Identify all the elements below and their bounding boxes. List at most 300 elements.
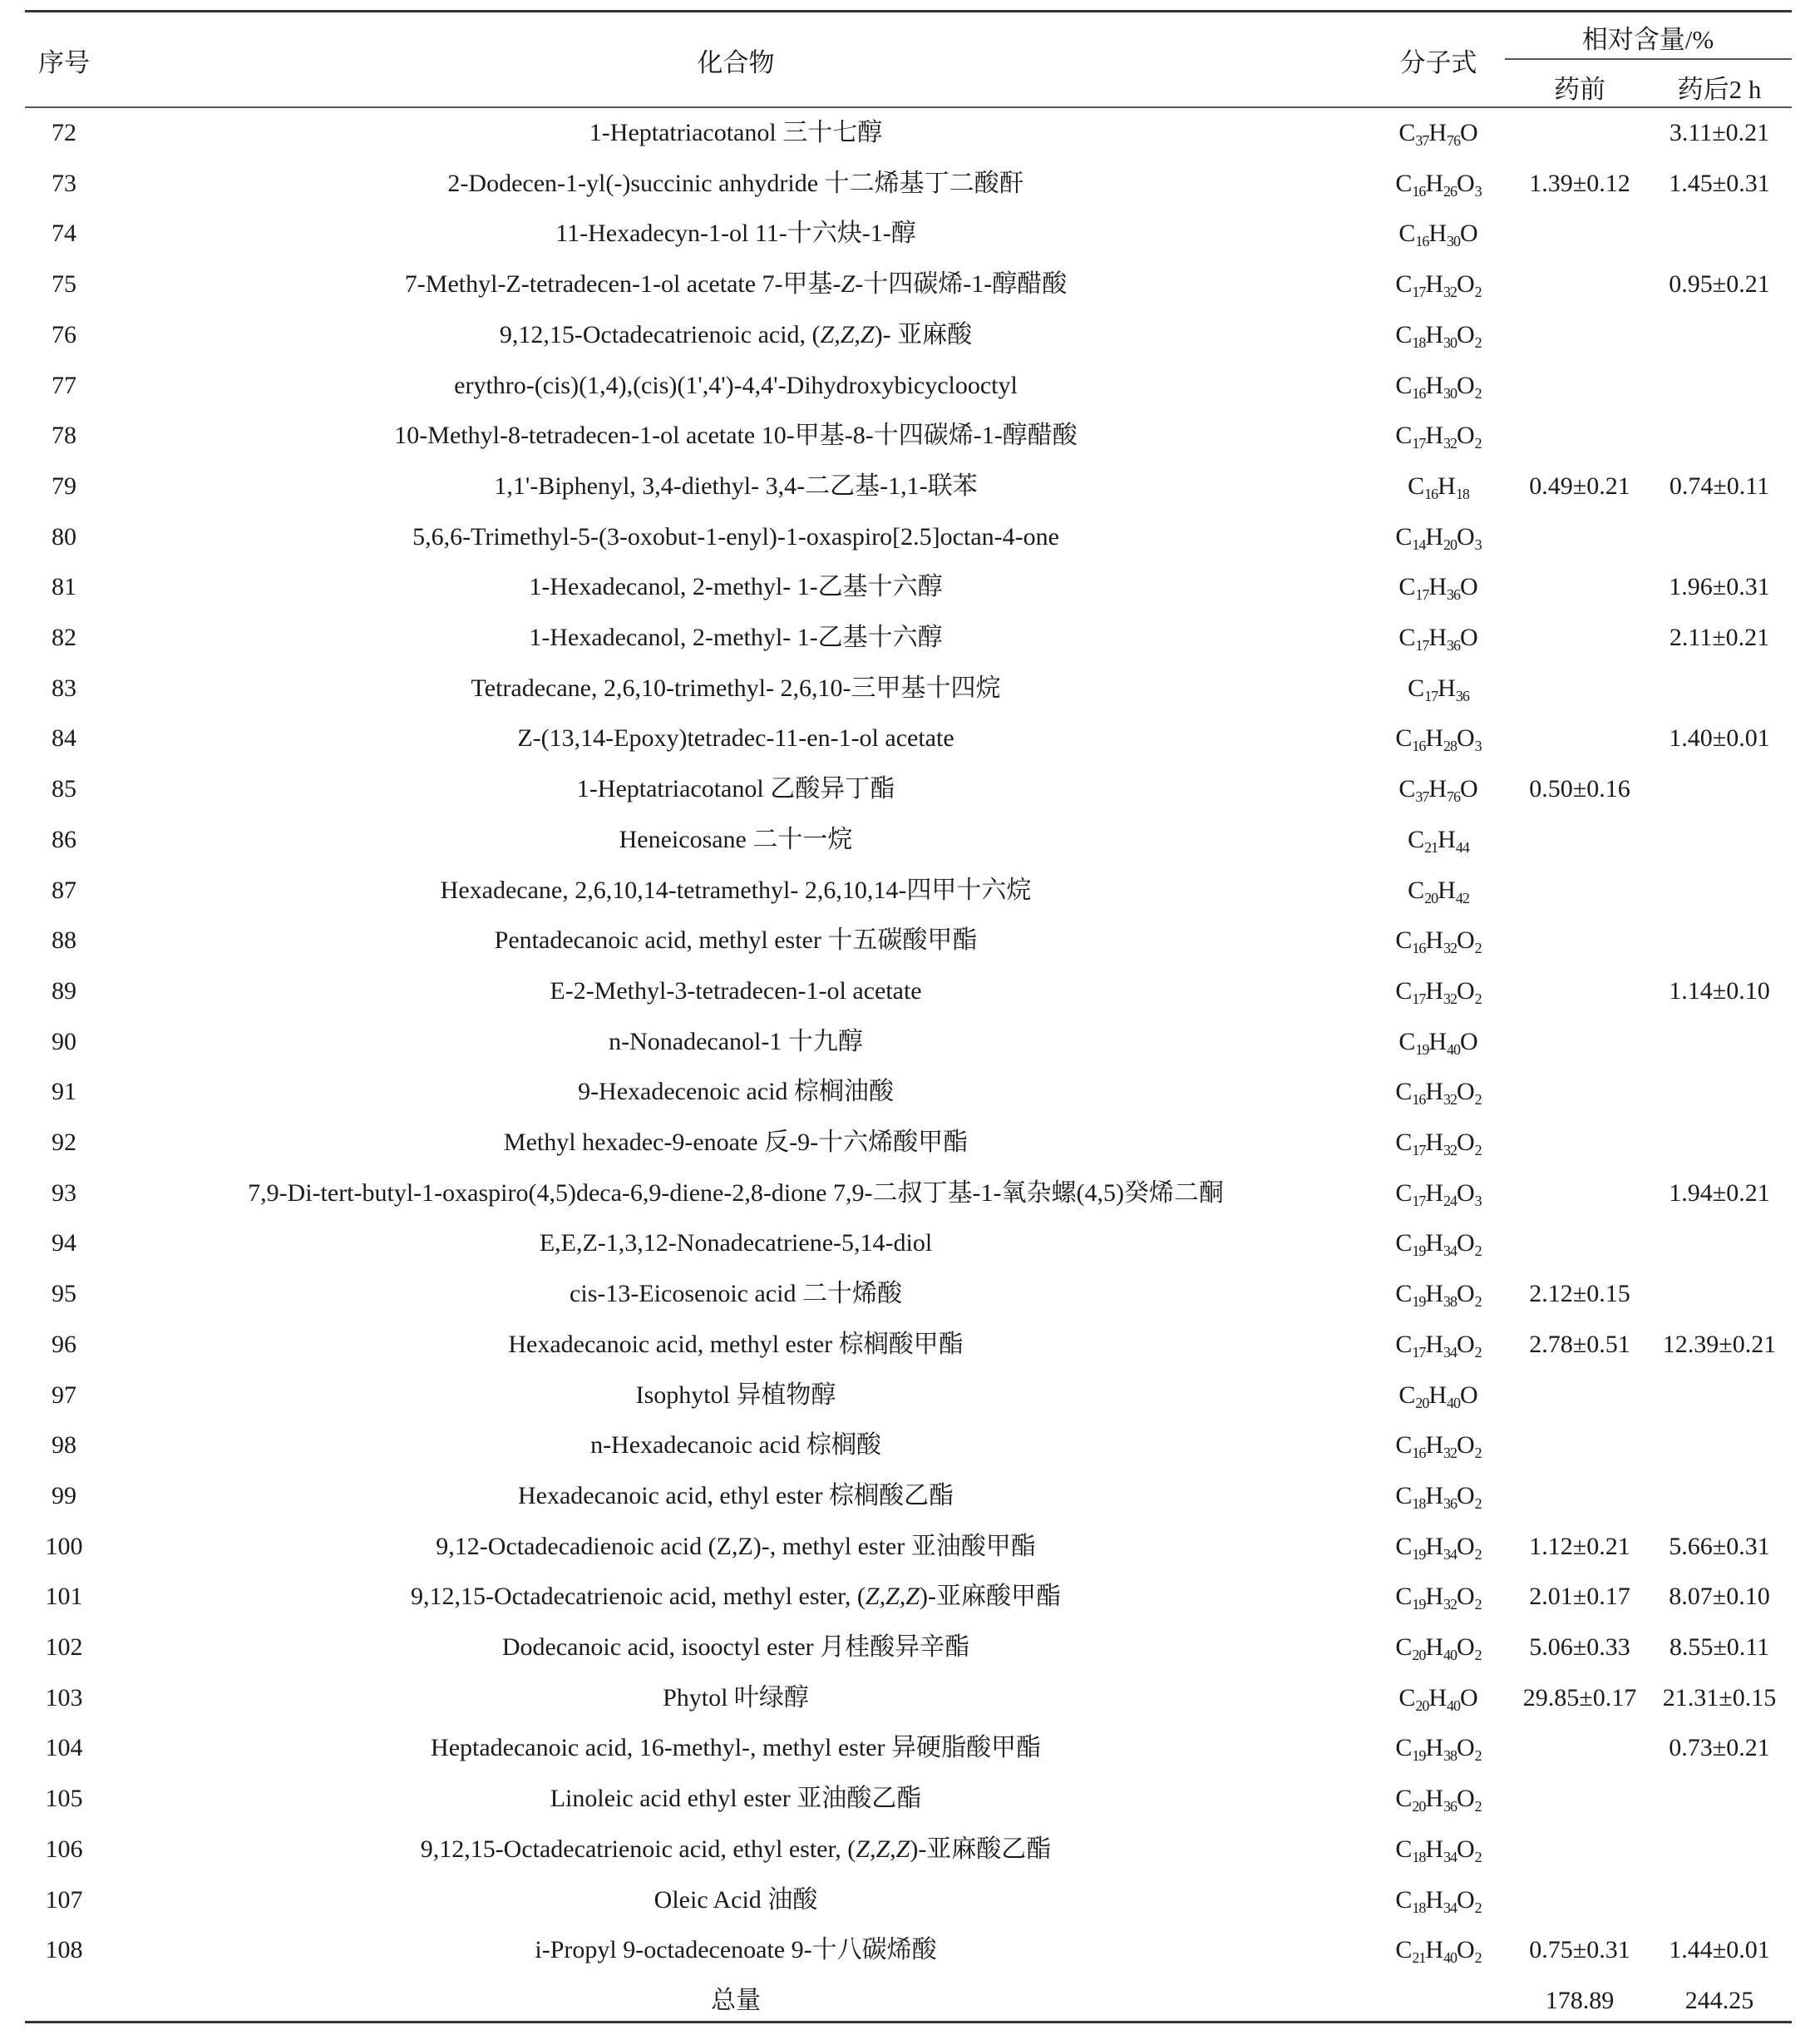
formula-subscript: 2	[1474, 1242, 1482, 1260]
formula-element: C	[1408, 674, 1425, 702]
formula-element: H	[1425, 1330, 1444, 1358]
formula-element: C	[1395, 1532, 1413, 1560]
row-number: 75	[52, 270, 76, 299]
formula-element: C	[1395, 976, 1413, 1005]
row-number: 106	[45, 1835, 83, 1863]
content-before: 1.39±0.12	[1529, 169, 1630, 197]
formula-subscript: 2	[1474, 435, 1482, 452]
compound-name-part: n-Nonadecanol-1 十九醇	[609, 1027, 863, 1055]
molecular-formula	[1395, 1118, 1481, 1168]
formula-element: O	[1457, 320, 1475, 348]
formula-subscript: 16	[1424, 485, 1438, 502]
compound-name	[441, 866, 1032, 916]
formula-subscript: 2	[1474, 1848, 1482, 1865]
molecular-formula	[1395, 159, 1481, 210]
content-before: 0.75±0.31	[1529, 1936, 1630, 1964]
formula-subscript: 18	[1412, 1494, 1426, 1512]
formula-subscript: 21	[1412, 1949, 1426, 1967]
formula-subscript: 20	[1415, 1697, 1429, 1714]
formula-subscript: 2	[1474, 1647, 1482, 1663]
molecular-formula	[1408, 815, 1469, 866]
formula-subscript: 2	[1474, 1949, 1482, 1967]
molecular-formula	[1395, 1925, 1481, 1976]
compound-name-part: Hexadecanoic acid, methyl ester 棕榈酸甲酯	[508, 1330, 964, 1358]
compound-name-part: 5,6,6-Trimethyl-5-(3-oxobut-1-enyl)-1-oxaspiro[2.5]octan-4-one	[412, 522, 1059, 551]
formula-element: H	[1425, 926, 1444, 955]
molecular-formula	[1395, 1320, 1481, 1371]
compound-name-part: 9-Hexadecenoic acid 棕榈油酸	[578, 1078, 894, 1106]
table-row	[0, 1420, 1820, 1471]
formula-element: H	[1425, 270, 1444, 299]
formula-element: H	[1425, 1481, 1444, 1509]
formula-subscript: 3	[1474, 738, 1482, 755]
table-row	[0, 1067, 1820, 1118]
formula-element: H	[1425, 1785, 1444, 1813]
formula-element: C	[1395, 1583, 1413, 1611]
molecular-formula	[1395, 512, 1481, 563]
row-number: 96	[52, 1330, 76, 1358]
formula-subscript: 2	[1474, 1343, 1482, 1361]
compound-name	[421, 1825, 1052, 1875]
formula-subscript: 17	[1415, 637, 1429, 654]
row-number: 92	[52, 1129, 76, 1156]
formula-subscript: 24	[1443, 1192, 1457, 1209]
formula-element: H	[1425, 1936, 1444, 1964]
formula-subscript: 18	[1412, 333, 1426, 351]
compound-name-part: 1-Hexadecanol, 2-methyl- 1-乙基十六醇	[529, 624, 943, 651]
formula-subscript: 26	[1443, 182, 1457, 200]
compound-name-part: Tetradecane, 2,6,10-trimethyl- 2,6,10-三甲基十四烷	[471, 674, 1001, 702]
formula-element: O	[1457, 371, 1475, 399]
molecular-formula	[1395, 1572, 1481, 1623]
molecular-formula	[1408, 664, 1469, 714]
compound-name	[578, 1067, 894, 1118]
molecular-formula	[1395, 1471, 1481, 1522]
formula-element: O	[1457, 1936, 1475, 1964]
compound-name-part: -十四碳烯-1-醇醋酸	[855, 270, 1068, 299]
row-number: 107	[45, 1885, 83, 1914]
formula-subscript: 2	[1474, 1747, 1482, 1765]
formula-element: C	[1395, 1633, 1413, 1661]
row-number: 93	[52, 1178, 76, 1207]
formula-subscript: 36	[1443, 1494, 1457, 1512]
compound-name-part: 1-Heptatriacotanol 乙酸异丁酯	[576, 775, 895, 803]
formula-subscript: 2	[1474, 940, 1482, 957]
formula-element: H	[1428, 775, 1448, 803]
content-after: 0.74±0.11	[1669, 472, 1770, 500]
molecular-formula	[1395, 259, 1481, 310]
compound-name-part: Hexadecanoic acid, ethyl ester 棕榈酸乙酯	[518, 1481, 954, 1509]
row-number: 72	[52, 119, 76, 146]
compound-name-part: )-亚麻酸甲酯	[919, 1583, 1061, 1611]
formula-subscript: 20	[1424, 889, 1438, 906]
formula-subscript: 2	[1474, 384, 1482, 402]
compound-name-part: 1-Heptatriacotanol 三十七醇	[589, 119, 883, 146]
formula-subscript: 16	[1415, 233, 1429, 250]
formula-subscript: 17	[1412, 1142, 1426, 1158]
molecular-formula	[1398, 1673, 1477, 1724]
content-after: 1.96±0.31	[1669, 573, 1770, 601]
compound-name	[495, 916, 978, 966]
formula-subscript: 18	[1412, 1848, 1426, 1865]
formula-subscript: 32	[1443, 990, 1457, 1007]
compound-name-part: )- 亚麻酸	[874, 320, 973, 348]
row-number: 103	[45, 1683, 83, 1711]
formula-element: H	[1425, 522, 1444, 551]
compound-name	[248, 1168, 1224, 1219]
formula-element: O	[1457, 1178, 1475, 1207]
formula-element: C	[1408, 876, 1425, 904]
compound-name	[431, 1723, 1041, 1774]
header-before: 药前	[1554, 75, 1605, 104]
subheader-rule	[1505, 58, 1792, 60]
formula-subscript: 32	[1443, 284, 1457, 301]
compound-name-part: 11-Hexadecyn-1-ol 11-十六炔-1-醇	[555, 220, 916, 248]
compound-name	[494, 462, 977, 512]
formula-element: C	[1395, 926, 1413, 955]
row-number: 87	[52, 876, 76, 904]
table-row	[0, 1925, 1820, 1976]
formula-element: C	[1398, 1683, 1416, 1711]
row-number: 73	[52, 169, 76, 197]
row-number: 102	[45, 1633, 83, 1661]
header-formula: 分子式	[1399, 48, 1477, 77]
molecular-formula	[1395, 1420, 1481, 1471]
content-after: 1.44±0.01	[1669, 1936, 1770, 1964]
formula-element: H	[1425, 1885, 1444, 1914]
compound-name-part: 9,12-Octadecadienoic acid (Z,Z)-, methyl ester 亚油酸甲酯	[436, 1532, 1036, 1560]
total-after: 244.25	[1684, 1986, 1754, 2014]
molecular-formula	[1395, 916, 1481, 966]
row-number: 89	[52, 976, 76, 1005]
formula-element: O	[1460, 119, 1478, 146]
formula-subscript: 18	[1455, 485, 1469, 502]
formula-element: O	[1460, 573, 1478, 601]
formula-element: H	[1425, 371, 1444, 399]
molecular-formula	[1398, 1017, 1477, 1068]
table-row	[0, 361, 1820, 412]
compound-name	[518, 1471, 954, 1522]
molecular-formula	[1395, 411, 1481, 462]
formula-element: H	[1425, 1178, 1444, 1207]
formula-subscript: 2	[1474, 1545, 1482, 1563]
formula-element: C	[1395, 1330, 1413, 1358]
formula-subscript: 2	[1474, 1494, 1482, 1512]
table-row	[0, 1218, 1820, 1269]
formula-subscript: 30	[1443, 384, 1457, 402]
formula-element: C	[1395, 1078, 1413, 1106]
formula-element: C	[1398, 119, 1416, 146]
formula-element: O	[1457, 724, 1475, 753]
formula-subscript: 19	[1412, 1596, 1426, 1613]
formula-subscript: 2	[1474, 990, 1482, 1007]
row-number: 98	[52, 1431, 76, 1460]
content-after: 2.11±0.21	[1669, 624, 1770, 651]
formula-subscript: 3	[1474, 536, 1482, 553]
formula-element: H	[1428, 1683, 1448, 1711]
molecular-formula	[1395, 1623, 1481, 1673]
compound-name	[502, 1623, 969, 1673]
formula-element: C	[1398, 775, 1416, 803]
compound-name	[663, 1673, 809, 1724]
formula-subscript: 40	[1447, 1394, 1461, 1411]
table-row	[0, 966, 1820, 1017]
content-before: 5.06±0.33	[1529, 1633, 1630, 1661]
formula-subscript: 17	[1412, 435, 1426, 452]
molecular-formula	[1398, 209, 1477, 259]
compound-name-part: Methyl hexadec-9-enoate 反-9-十六烯酸甲酯	[503, 1129, 969, 1156]
formula-subscript: 34	[1443, 1848, 1457, 1865]
formula-element: O	[1457, 926, 1475, 955]
formula-element: C	[1395, 371, 1413, 399]
row-number: 108	[45, 1936, 83, 1964]
compound-name-part: Linoleic acid ethyl ester 亚油酸乙酯	[550, 1785, 922, 1813]
row-number: 100	[45, 1532, 83, 1560]
compound-name	[570, 1269, 902, 1320]
formula-element: O	[1457, 1633, 1475, 1661]
formula-subscript: 76	[1447, 788, 1461, 806]
formula-element: C	[1395, 522, 1413, 551]
formula-subscript: 19	[1412, 1747, 1426, 1765]
formula-element: H	[1438, 876, 1456, 904]
row-number: 85	[52, 775, 76, 803]
molecular-formula	[1398, 613, 1477, 664]
formula-subscript: 40	[1447, 1040, 1461, 1058]
formula-subscript: 3	[1474, 182, 1482, 200]
formula-element: O	[1457, 976, 1475, 1005]
formula-element: C	[1398, 1381, 1416, 1409]
formula-element: C	[1398, 573, 1416, 601]
compound-name-part: Pentadecanoic acid, methyl ester 十五碳酸甲酯	[494, 926, 978, 955]
formula-element: H	[1425, 422, 1444, 450]
formula-element: H	[1425, 1583, 1444, 1611]
formula-subscript: 16	[1412, 1091, 1426, 1109]
compound-name	[550, 1774, 922, 1825]
formula-element: O	[1460, 624, 1478, 651]
molecular-formula	[1395, 966, 1481, 1017]
compound-name-part: Isophytol 异植物醇	[635, 1381, 836, 1409]
formula-element: H	[1425, 1532, 1444, 1560]
compound-name	[454, 361, 1018, 412]
molecular-formula	[1395, 1067, 1481, 1118]
table-row	[0, 562, 1820, 613]
formula-subscript: 32	[1443, 1091, 1457, 1109]
formula-element: C	[1395, 1280, 1413, 1308]
compound-name	[636, 1371, 836, 1421]
compound-name	[517, 714, 954, 764]
compound-name-part: cis-13-Eicosenoic acid 二十烯酸	[570, 1280, 902, 1308]
content-after: 1.94±0.21	[1669, 1178, 1770, 1207]
content-before: 29.85±0.17	[1522, 1683, 1637, 1711]
formula-subscript: 16	[1412, 384, 1426, 402]
formula-subscript: 16	[1412, 738, 1426, 755]
molecular-formula	[1395, 1218, 1481, 1269]
table-row	[0, 159, 1820, 210]
compound-name-part: E-2-Methyl-3-tetradecen-1-ol acetate	[550, 976, 922, 1005]
compound-name-part: 7,9-Di-tert-butyl-1-oxaspiro(4,5)deca-6,9-diene-2,8-dione 7,9-二叔丁基-1-氧杂螺(4,5)癸烯二酮	[248, 1178, 1224, 1207]
row-number: 82	[52, 624, 76, 651]
content-after: 8.55±0.11	[1669, 1633, 1770, 1661]
content-after: 5.66±0.31	[1669, 1532, 1770, 1560]
formula-element: O	[1457, 1229, 1475, 1257]
table-row	[0, 1471, 1820, 1522]
formula-element: H	[1425, 169, 1444, 197]
header-compound: 化合物	[697, 48, 775, 77]
total-row	[0, 1976, 1820, 2027]
row-number: 78	[52, 422, 76, 450]
formula-element: H	[1425, 1129, 1444, 1156]
content-after: 0.95±0.21	[1669, 270, 1770, 299]
row-number: 86	[52, 825, 76, 853]
compound-name	[609, 1017, 863, 1068]
formula-element: H	[1425, 976, 1444, 1005]
formula-subscript: 14	[1412, 536, 1426, 553]
compound-name	[654, 1875, 818, 1926]
formula-subscript: 18	[1412, 1899, 1426, 1916]
compound-name-part: i-Propyl 9-octadecenoate 9-十八碳烯酸	[535, 1936, 937, 1964]
formula-element: O	[1457, 1785, 1475, 1813]
molecular-formula	[1398, 108, 1477, 159]
compound-name	[590, 1420, 881, 1471]
content-after: 3.11±0.21	[1669, 119, 1770, 146]
formula-element: O	[1460, 220, 1478, 248]
compound-name-part: 10-Methyl-8-tetradecen-1-ol acetate 10-甲基-8-十四碳烯-1-醇醋酸	[394, 422, 1078, 450]
formula-subscript: 2	[1474, 1899, 1482, 1916]
formula-element: H	[1428, 1027, 1448, 1055]
table-row	[0, 1623, 1820, 1673]
formula-element: O	[1457, 522, 1475, 551]
header-relative-content: 相对含量/%	[1581, 25, 1714, 54]
formula-element: H	[1428, 1381, 1448, 1409]
row-number: 99	[52, 1481, 76, 1509]
formula-element: H	[1428, 573, 1448, 601]
compound-name-part: Oleic Acid 油酸	[654, 1885, 818, 1914]
formula-element: C	[1395, 724, 1413, 753]
table-row	[0, 613, 1820, 664]
formula-subscript: 30	[1443, 333, 1457, 351]
content-after: 21.31±0.15	[1662, 1683, 1777, 1711]
row-number: 91	[52, 1078, 76, 1106]
table-row	[0, 1320, 1820, 1371]
formula-subscript: 28	[1443, 738, 1457, 755]
compound-name-part: Heptadecanoic acid, 16-methyl-, methyl ester 异硬脂酸甲酯	[431, 1734, 1041, 1762]
formula-element: O	[1457, 1734, 1475, 1762]
compound-name-part: Z,Z,Z	[820, 320, 875, 348]
formula-subscript: 17	[1424, 687, 1438, 704]
formula-element: O	[1457, 1481, 1475, 1509]
formula-element: H	[1425, 724, 1444, 753]
table-row	[0, 1572, 1820, 1623]
formula-element: O	[1457, 1330, 1475, 1358]
formula-subscript: 2	[1474, 1798, 1482, 1815]
formula-subscript: 38	[1443, 1747, 1457, 1765]
formula-subscript: 19	[1412, 1242, 1426, 1260]
table-row	[0, 310, 1820, 361]
formula-element: C	[1395, 422, 1413, 450]
formula-element: H	[1425, 1633, 1444, 1661]
compound-name	[535, 1925, 936, 1976]
compound-name	[589, 108, 882, 159]
compound-name	[394, 411, 1077, 462]
row-number: 88	[52, 926, 76, 955]
formula-subscript: 34	[1443, 1343, 1457, 1361]
formula-subscript: 20	[1415, 1394, 1429, 1411]
formula-subscript: 19	[1412, 1293, 1426, 1311]
compound-name	[471, 664, 1001, 714]
formula-subscript: 36	[1455, 687, 1469, 704]
formula-subscript: 17	[1412, 990, 1426, 1007]
formula-element: O	[1457, 1431, 1475, 1460]
content-after: 12.39±0.21	[1662, 1330, 1777, 1358]
row-number: 101	[45, 1583, 83, 1611]
formula-element: C	[1398, 624, 1416, 651]
formula-subscript: 20	[1412, 1798, 1426, 1815]
table-row	[0, 1825, 1820, 1875]
compound-name-part: E,E,Z-1,3,12-Nonadecatriene-5,14-diol	[539, 1229, 933, 1257]
formula-element: C	[1398, 1027, 1416, 1055]
molecular-formula	[1398, 764, 1477, 815]
formula-subscript: 32	[1443, 1596, 1457, 1613]
row-number: 84	[52, 724, 76, 753]
formula-element: C	[1395, 1885, 1413, 1914]
row-number: 94	[52, 1229, 76, 1257]
formula-element: C	[1395, 1481, 1413, 1509]
formula-subscript: 38	[1443, 1293, 1457, 1311]
formula-subscript: 17	[1412, 284, 1426, 301]
table-row	[0, 714, 1820, 764]
formula-element: H	[1425, 1280, 1444, 1308]
table-row	[0, 764, 1820, 815]
formula-element: C	[1408, 472, 1425, 500]
row-number: 105	[45, 1785, 83, 1813]
compound-name-part: erythro-(cis)(1,4),(cis)(1',4')-4,4'-Dihydroxybicyclooctyl	[454, 371, 1018, 399]
molecular-formula	[1395, 1825, 1481, 1875]
table-row	[0, 916, 1820, 966]
molecular-formula	[1395, 1269, 1481, 1320]
table-row	[0, 209, 1820, 259]
top-rule	[25, 10, 1792, 12]
row-number: 76	[52, 320, 76, 348]
formula-subscript: 32	[1443, 435, 1457, 452]
formula-element: C	[1395, 1835, 1413, 1863]
content-after: 1.14±0.10	[1669, 976, 1770, 1005]
compound-name-part: Hexadecane, 2,6,10,14-tetramethyl- 2,6,10,14-四甲十六烷	[440, 876, 1032, 904]
formula-element: C	[1395, 1431, 1413, 1460]
compound-name-part: n-Hexadecanoic acid 棕榈酸	[590, 1431, 881, 1460]
compound-name	[500, 310, 972, 361]
formula-element: H	[1425, 1078, 1444, 1106]
molecular-formula	[1408, 462, 1469, 512]
compound-name	[555, 209, 915, 259]
formula-element: O	[1457, 1280, 1475, 1308]
molecular-formula	[1395, 1168, 1481, 1219]
compound-name-part: 7-Methyl-Z-tetradecen-1-ol acetate 7-甲基-	[404, 270, 841, 299]
formula-element: H	[1438, 472, 1456, 500]
molecular-formula	[1398, 562, 1477, 613]
compound-name-part: 2-Dodecen-1-yl(-)succinic anhydride 十二烯基丁二酸酐	[447, 169, 1024, 197]
compound-name-part: )-亚麻酸乙酯	[910, 1835, 1052, 1863]
compound-name	[529, 613, 942, 664]
formula-subscript: 2	[1474, 1596, 1482, 1613]
molecular-formula	[1395, 1522, 1481, 1573]
content-before: 1.12±0.21	[1529, 1532, 1630, 1560]
formula-element: O	[1460, 1381, 1478, 1409]
formula-subscript: 40	[1443, 1647, 1457, 1663]
table-row	[0, 866, 1820, 916]
formula-element: H	[1425, 320, 1444, 348]
compound-name-part: Z-(13,14-Epoxy)tetradec-11-en-1-ol acetate	[517, 724, 954, 753]
formula-element: H	[1425, 1734, 1444, 1762]
